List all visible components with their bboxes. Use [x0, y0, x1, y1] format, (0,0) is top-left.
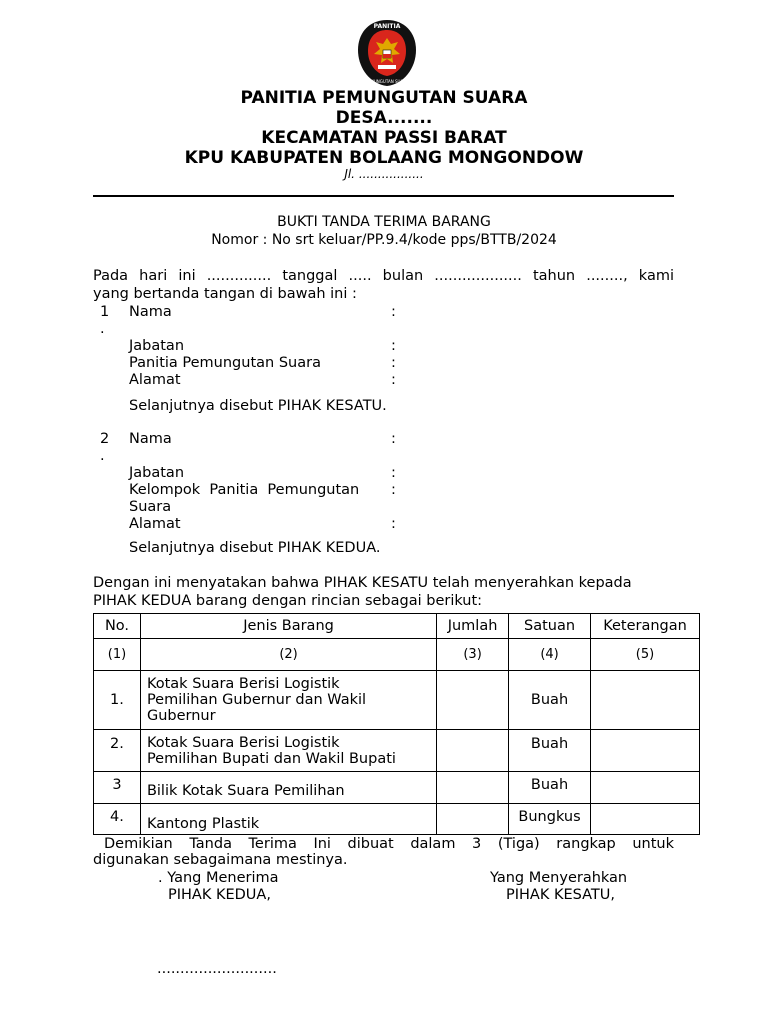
signature-left-party: PIHAK KEDUA, — [168, 887, 271, 903]
party1-colon-nama: : — [391, 304, 396, 320]
party2-label-suara: Suara — [129, 499, 172, 515]
table-header-row — [94, 614, 700, 639]
row-keterangan — [591, 671, 700, 730]
index-cell: (5) — [591, 639, 700, 671]
header-regency: KPU KABUPATEN BOLAANG MONGONDOW — [184, 148, 584, 168]
party2-colon-kelompok: : — [391, 482, 396, 498]
statement-line-1: Dengan ini menyatakan bahwa PIHAK KESATU telah menyerahkan kepada — [93, 575, 632, 591]
party1-colon-alamat: : — [391, 372, 396, 388]
party1-label-nama: Nama — [129, 304, 172, 320]
party1-number: 1 — [100, 304, 110, 320]
row-jenis-line: Pemilihan Gubernur dan Wakil — [146, 692, 367, 708]
row-no: 4. — [94, 804, 141, 835]
party2-colon-jabatan: : — [391, 465, 396, 481]
party2-label-kelompok: Kelompok Panitia Pemungutan — [129, 482, 360, 498]
party2-label-nama: Nama — [129, 431, 172, 447]
row-jumlah — [437, 730, 509, 772]
party1-label-jabatan: Jabatan — [129, 338, 185, 354]
row-jenis: Bilik Kotak Suara Pemilihan — [140, 772, 436, 804]
header-address: Jl. ................. — [344, 167, 424, 181]
row-satuan: Buah — [509, 730, 591, 772]
party1-dot: . — [100, 321, 105, 337]
row-keterangan — [591, 804, 700, 835]
party1-colon-jabatan: : — [391, 338, 396, 354]
kpu-panitia-logo — [354, 18, 420, 88]
row-keterangan — [591, 730, 700, 772]
statement-line-2: PIHAK KEDUA barang dengan rincian sebagai berikut: — [93, 593, 483, 609]
row-no: 1. — [94, 671, 141, 730]
intro-line-1: Pada hari ini .............. tanggal ..... bulan ................... tahun ........, kami — [93, 268, 674, 284]
document-title: BUKTI TANDA TERIMA BARANG — [277, 214, 491, 230]
document-number: Nomor : No srt keluar/PP.9.4/kode pps/BTTB/2024 — [211, 232, 557, 248]
row-no: 3 — [94, 772, 141, 804]
party2-note: Selanjutnya disebut PIHAK KEDUA. — [129, 540, 381, 556]
row-jenis-line: Kotak Suara Berisi Logistik — [146, 676, 340, 692]
header-divider — [93, 195, 674, 197]
party2-colon-nama: : — [391, 431, 396, 447]
logo-ring-text-bottom: PEMUNGUTAN SUARA — [365, 79, 409, 84]
row-jenis-line: Pemilihan Bupati dan Wakil Bupati — [146, 750, 396, 767]
logo-ring-text-top: PANITIA — [373, 23, 401, 30]
intro-line-2: yang bertanda tangan di bawah ini : — [93, 286, 357, 302]
party2-label-alamat: Alamat — [129, 516, 181, 532]
row-jenis — [140, 671, 436, 730]
table-index-row — [94, 639, 700, 671]
party1-label-alamat: Alamat — [129, 372, 181, 388]
index-cell: (2) — [140, 639, 436, 671]
signature-right-party: PIHAK KESATU, — [506, 887, 615, 903]
row-jumlah — [437, 671, 509, 730]
row-satuan: Buah — [509, 671, 591, 730]
row-satuan: Buah — [509, 772, 591, 804]
party2-colon-alamat: : — [391, 516, 396, 532]
row-no: 2. — [94, 730, 141, 772]
row-jenis: Kantong Plastik — [140, 804, 436, 835]
header-committee: PANITIA PEMUNGUTAN SUARA — [240, 88, 528, 108]
party1-colon-panitia: : — [391, 355, 396, 371]
index-cell: (1) — [94, 639, 141, 671]
party1-note: Selanjutnya disebut PIHAK KESATU. — [129, 398, 387, 414]
signature-right-role: Yang Menyerahkan — [490, 870, 628, 886]
party1-label-panitia: Panitia Pemungutan Suara — [129, 355, 321, 371]
party2-number: 2 — [100, 431, 110, 447]
row-jenis-line: Gubernur — [146, 708, 216, 724]
closing-line-1: Demikian Tanda Terima Ini dibuat dalam 3 (Tiga) rangkap untuk — [104, 836, 674, 852]
header-satuan: Satuan — [509, 614, 591, 639]
header-keterangan: Keterangan — [591, 614, 700, 639]
closing-line-2: digunakan sebagaimana mestinya. — [93, 852, 348, 868]
header-no: No. — [94, 614, 141, 639]
header-jenis-barang: Jenis Barang — [140, 614, 436, 639]
row-keterangan — [591, 772, 700, 804]
header-village: DESA....... — [335, 108, 433, 128]
signature-left-role: . Yang Menerima — [158, 870, 279, 886]
items-table — [93, 613, 700, 835]
table-row — [94, 772, 700, 804]
table-row — [94, 804, 700, 835]
header-jumlah: Jumlah — [437, 614, 509, 639]
row-jumlah — [437, 804, 509, 835]
row-jenis-line: Kotak Suara Berisi Logistik — [146, 734, 340, 751]
row-jumlah — [437, 772, 509, 804]
party2-dot: . — [100, 448, 105, 464]
index-cell: (4) — [509, 639, 591, 671]
signature-left-name-line: .......................... — [157, 961, 277, 977]
table-row — [94, 730, 700, 772]
party2-label-jabatan: Jabatan — [129, 465, 185, 481]
table-row — [94, 671, 700, 730]
row-jenis — [140, 730, 436, 772]
row-satuan: Bungkus — [509, 804, 591, 835]
index-cell: (3) — [437, 639, 509, 671]
header-district: KECAMATAN PASSI BARAT — [261, 128, 507, 148]
